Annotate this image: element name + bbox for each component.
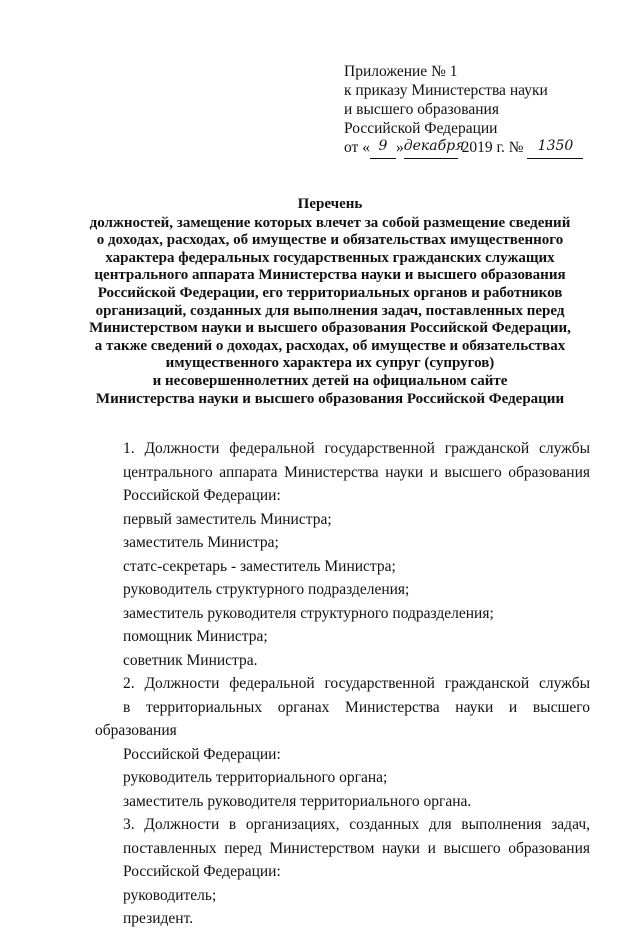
paragraph-line: 2. Должности федеральной государственной гражданской службы [123,675,590,692]
date-mid: » [395,139,404,156]
list-item: советник Министра. [123,651,258,669]
document-title [60,196,600,408]
list-item: руководитель структурного подразделения; [123,581,410,598]
title-line: а также сведений о доходах, расходах, об имуществе и обязательствах [94,337,566,354]
appendix-order-line: к приказу Министерства науки [344,82,548,99]
section-2-paragraph [95,672,590,766]
day-field [370,138,396,159]
appendix-ministry-line: и высшего образования [344,101,499,118]
title-line: центрального аппарата Министерства науки и высшего образования [94,267,566,284]
list-item: руководитель; [123,886,217,904]
title-line: Министерством науки и высшего образования Российской Федерации, [89,320,571,337]
list-item: заместитель Министра; [123,534,279,551]
title-line: организаций, созданных для выполнения задач, поставленных перед [95,302,565,319]
year-label: 2019 г. № [461,139,524,156]
handwritten-number: 1350 [537,138,574,154]
list-item: помощник Министра; [123,628,268,645]
title-line: характера федеральных государственных гражданских служащих [105,249,555,266]
date-prefix: от « [344,139,370,156]
document-body [95,437,590,931]
paragraph-line: поставленных перед Министерством науки и высшего образования [123,839,590,857]
paragraph-line: 3. Должности в организациях, созданных для выполнения задач, [123,816,590,833]
title-line: имущественного характера их супруг (супругов) [165,355,495,372]
handwritten-month: декабря [403,138,465,154]
paragraph-line: Российской Федерации: [123,487,281,504]
list-item: президент. [123,910,194,927]
title-line: и несовершеннолетних детей на официальном сайте [152,372,508,389]
appendix-title: Приложение № 1 [344,63,458,80]
title-line: о доходах, расходах, об имуществе и обязательствах имущественного [96,232,564,249]
paragraph-line: Российской Федерации: [123,863,281,880]
number-field [527,138,583,159]
appendix-date-line [344,138,614,159]
paragraph-line: в территориальных органах Министерства науки и высшего образования [95,698,590,739]
list-item: статс-секретарь - заместитель Министра; [123,557,396,575]
title-line: должностей, замещение которых влечет за собой размещение сведений [89,214,571,231]
list-item: заместитель руководителя территориального органа. [123,792,472,810]
handwritten-day: 9 [378,138,388,154]
paragraph-line: Российской Федерации: [123,745,281,763]
appendix-header [344,62,614,159]
list-item: заместитель руководителя структурного подразделения; [123,604,494,622]
list-item: руководитель территориального органа; [123,769,388,786]
appendix-country-line: Российской Федерации [344,120,498,137]
paragraph-line: центрального аппарата Министерства науки и высшего образования [123,463,590,481]
list-item: первый заместитель Министра; [123,510,332,528]
section-1-paragraph [95,437,590,508]
title-line: Министерства науки и высшего образования Российской Федерации [95,390,565,407]
month-field [403,138,465,159]
title-line: Российской Федерации, его территориальных органов и работников [97,284,563,301]
section-3-paragraph [95,813,590,884]
paragraph-line: 1. Должности федеральной государственной гражданской службы [123,440,590,457]
title-heading: Перечень [297,196,363,212]
